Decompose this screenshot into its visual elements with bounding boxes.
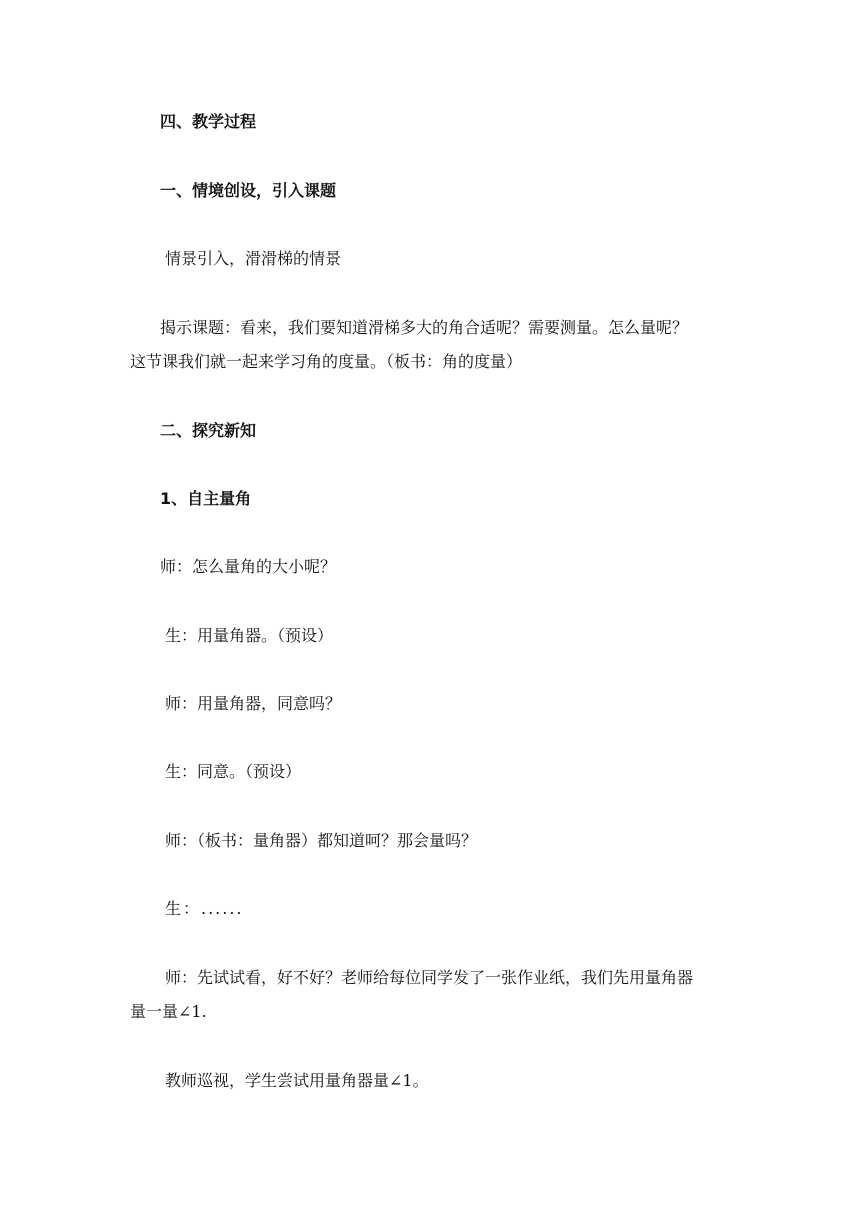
dialog-line-teacher-4-line2: 量一量∠1. <box>130 1002 207 1021</box>
dialog-line-student-3: 生：...... <box>165 899 244 918</box>
dialog-line-student-1: 生：用量角器。（预设） <box>165 626 334 645</box>
dialog-line-student-2: 生：同意。（预设） <box>165 762 302 781</box>
subsection-heading-measure-angle: 1、自主量角 <box>160 489 252 508</box>
dialog-line-teacher-1: 师：怎么量角的大小呢？ <box>160 557 337 576</box>
section-heading-teaching-process: 四、教学过程 <box>160 112 257 131</box>
paragraph-reveal-topic-line2: 这节课我们就一起来学习角的度量。（板书：角的度量） <box>130 352 523 371</box>
section-heading-explore: 二、探究新知 <box>160 421 257 440</box>
section-heading-situation: 一、情境创设，引入课题 <box>160 181 337 200</box>
dialog-line-teacher-4-line1: 师：先试试看，好不好？老师给每位同学发了一张作业纸，我们先用量角器 <box>165 968 694 987</box>
dialog-line-teacher-2: 师：用量角器，同意吗？ <box>165 694 342 713</box>
paragraph-scene-intro: 情景引入，滑滑梯的情景 <box>165 249 342 268</box>
paragraph-teacher-inspect: 教师巡视，学生尝试用量角器量∠1。 <box>165 1071 429 1090</box>
paragraph-reveal-topic-line1: 揭示课题：看来，我们要知道滑梯多大的角合适呢？需要测量。怎么量呢？ <box>160 318 689 337</box>
dialog-line-teacher-3: 师：（板书：量角器）都知道呵？那会量吗？ <box>165 831 478 850</box>
